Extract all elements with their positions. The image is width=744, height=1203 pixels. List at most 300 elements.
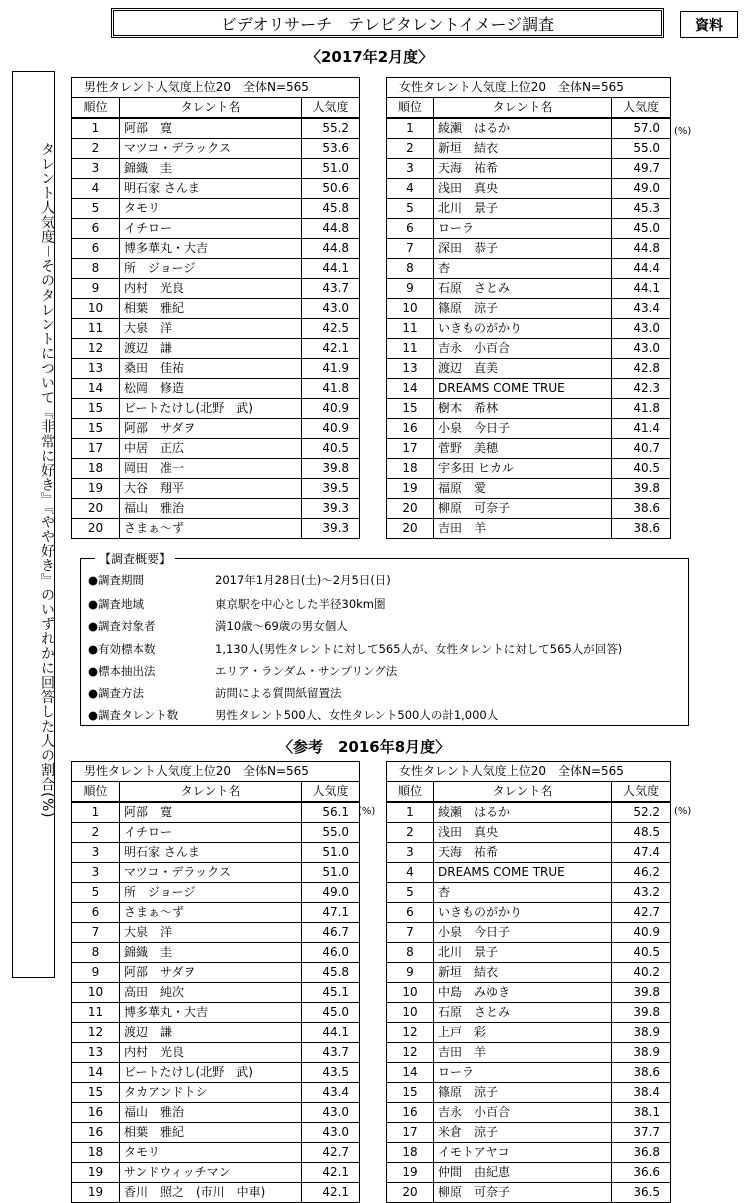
talent-name-cell: さまぁ～ず (120, 903, 302, 923)
table-row (387, 983, 671, 1003)
score-column-header: 人気度 (612, 98, 671, 119)
table-row (72, 499, 360, 519)
talent-name-cell: 石原 さとみ (434, 1003, 612, 1023)
table-row (72, 1003, 360, 1023)
talent-name-cell: 天海 祐希 (434, 159, 612, 179)
table-row (72, 179, 360, 199)
talent-name-cell: 中島 みゆき (434, 983, 612, 1003)
survey-item: ●有効標本数 1,130人(男性タレントに対して565人が、女性タレントに対して565人が回答) (88, 642, 623, 656)
table-caption: 女性タレント人気度上位20 全体N=565 (387, 762, 671, 782)
rank-column-header: 順位 (387, 782, 434, 803)
rank-cell: 10 (387, 299, 434, 319)
popularity-cell: 50.6 (302, 179, 360, 199)
popularity-cell: 41.8 (612, 399, 671, 419)
rank-column-header: 順位 (72, 98, 120, 119)
popularity-cell: 39.8 (612, 983, 671, 1003)
popularity-cell: 43.7 (302, 1043, 360, 1063)
popularity-cell: 39.8 (612, 1003, 671, 1023)
page-title-text: ビデオリサーチ テレビタレントイメージ調査 (220, 14, 555, 34)
table-row (72, 943, 360, 963)
rank-cell: 1 (72, 118, 120, 139)
table-row (72, 159, 360, 179)
popularity-cell: 45.8 (302, 963, 360, 983)
rank-cell: 7 (72, 923, 120, 943)
talent-name-cell: 浅田 真央 (434, 179, 612, 199)
popularity-cell: 42.3 (612, 379, 671, 399)
survey-heading: 【調査概要】 (95, 550, 175, 567)
talent-name-cell: 内村 光良 (120, 1043, 302, 1063)
talent-name-cell: 松岡 修造 (120, 379, 302, 399)
popularity-cell: 49.7 (612, 159, 671, 179)
table-row (387, 439, 671, 459)
side-note-text: タレント人気度－そのタレントについて『非常に好き』『やや好き』のいずれかに回答した人の割合(%) (39, 142, 55, 819)
rank-cell: 13 (387, 359, 434, 379)
rank-cell: 12 (72, 339, 120, 359)
rank-cell: 20 (387, 519, 434, 539)
rank-cell: 11 (72, 1003, 120, 1023)
table-row (72, 199, 360, 219)
rank-cell: 6 (387, 219, 434, 239)
table-row (387, 1103, 671, 1123)
talent-name-cell: 吉永 小百合 (434, 1103, 612, 1123)
rank-cell: 18 (72, 1143, 120, 1163)
rank-cell: 19 (72, 1183, 120, 1203)
rank-cell: 14 (72, 379, 120, 399)
talent-name-cell: 阿部 サダヲ (120, 963, 302, 983)
popularity-cell: 39.3 (302, 499, 360, 519)
popularity-cell: 42.1 (302, 1183, 360, 1203)
talent-name-cell: 杏 (434, 259, 612, 279)
table-row (387, 1123, 671, 1143)
table-row (387, 963, 671, 983)
popularity-cell: 40.9 (302, 419, 360, 439)
rank-cell: 9 (387, 279, 434, 299)
name-column-header: タレント名 (434, 98, 612, 119)
talent-name-cell: 阿部 サダヲ (120, 419, 302, 439)
talent-name-cell: さまぁ～ず (120, 519, 302, 539)
table-row (387, 199, 671, 219)
rank-cell: 3 (387, 843, 434, 863)
table-row (387, 339, 671, 359)
talent-name-cell: 香川 照之 (市川 中車) (120, 1183, 302, 1203)
document-badge-text: 資料 (695, 17, 723, 34)
rank-cell: 20 (387, 1183, 434, 1203)
rank-cell: 1 (72, 802, 120, 823)
table-row (72, 239, 360, 259)
rank-cell: 10 (72, 983, 120, 1003)
popularity-cell: 42.1 (302, 1163, 360, 1183)
popularity-cell: 52.2 (612, 802, 671, 823)
rank-cell: 14 (72, 1063, 120, 1083)
rank-cell: 8 (72, 943, 120, 963)
table-row (387, 118, 671, 139)
popularity-cell: 42.7 (612, 903, 671, 923)
talent-name-cell: 福山 雅治 (120, 499, 302, 519)
table-row (387, 379, 671, 399)
popularity-cell: 45.0 (302, 1003, 360, 1023)
table-row (72, 1023, 360, 1043)
popularity-cell: 46.2 (612, 863, 671, 883)
table-row (387, 1063, 671, 1083)
talent-name-cell: 浅田 真央 (434, 823, 612, 843)
popularity-cell: 43.2 (612, 883, 671, 903)
table-row (387, 259, 671, 279)
table-row (387, 883, 671, 903)
rank-cell: 18 (72, 459, 120, 479)
table-row (387, 1163, 671, 1183)
talent-name-cell: イチロー (120, 823, 302, 843)
rank-column-header: 順位 (387, 98, 434, 119)
popularity-cell: 36.5 (612, 1183, 671, 1203)
table-row (72, 279, 360, 299)
table-row (387, 139, 671, 159)
talent-name-cell: 所 ジョージ (120, 883, 302, 903)
table-row (387, 419, 671, 439)
talent-name-cell: 渡辺 謙 (120, 1023, 302, 1043)
talent-name-cell: 菅野 美穂 (434, 439, 612, 459)
popularity-cell: 40.7 (612, 439, 671, 459)
table-caption: 男性タレント人気度上位20 全体N=565 (72, 762, 360, 782)
survey-item: ●調査対象者 満10歳～69歳の男女個人 (88, 619, 348, 633)
rank-cell: 12 (387, 1043, 434, 1063)
rank-cell: 3 (72, 863, 120, 883)
talent-name-cell: 大泉 洋 (120, 923, 302, 943)
rank-cell: 16 (387, 419, 434, 439)
popularity-cell: 41.8 (302, 379, 360, 399)
table-row (387, 903, 671, 923)
rank-cell: 20 (72, 499, 120, 519)
popularity-cell: 38.4 (612, 1083, 671, 1103)
talent-name-cell: 天海 祐希 (434, 843, 612, 863)
rank-cell: 6 (72, 903, 120, 923)
rank-cell: 4 (387, 863, 434, 883)
talent-name-cell: 大泉 洋 (120, 319, 302, 339)
rank-cell: 9 (387, 963, 434, 983)
table-row (72, 983, 360, 1003)
rank-cell: 18 (387, 459, 434, 479)
table-row (387, 1143, 671, 1163)
rank-cell: 16 (387, 1103, 434, 1123)
talent-name-cell: マツコ・デラックス (120, 863, 302, 883)
talent-name-cell: 柳原 可奈子 (434, 1183, 612, 1203)
popularity-cell: 45.3 (612, 199, 671, 219)
talent-name-cell: 深田 恭子 (434, 239, 612, 259)
unit-label-2017: (%) (674, 126, 692, 137)
section-title-2017: 〈2017年2月度〉 (306, 48, 434, 66)
popularity-cell: 38.9 (612, 1023, 671, 1043)
survey-summary (80, 552, 689, 726)
rank-cell: 16 (72, 1123, 120, 1143)
talent-name-cell: ビートたけし(北野 武) (120, 399, 302, 419)
table-row (387, 519, 671, 539)
popularity-cell: 53.6 (302, 139, 360, 159)
document-badge (680, 11, 738, 38)
talent-name-cell: サンドウィッチマン (120, 1163, 302, 1183)
table-row (387, 1183, 671, 1203)
talent-name-cell: マツコ・デラックス (120, 139, 302, 159)
table-row (387, 359, 671, 379)
rank-cell: 19 (72, 1163, 120, 1183)
talent-name-cell: 石原 さとみ (434, 279, 612, 299)
table-row (387, 219, 671, 239)
table-row (387, 159, 671, 179)
popularity-cell: 37.7 (612, 1123, 671, 1143)
rank-cell: 10 (387, 983, 434, 1003)
survey-item: ●調査期間 2017年1月28日(土)～2月5日(日) (88, 573, 391, 587)
talent-name-cell: 樹木 希林 (434, 399, 612, 419)
popularity-cell: 36.6 (612, 1163, 671, 1183)
popularity-cell: 36.8 (612, 1143, 671, 1163)
survey-item: ●調査地域 東京駅を中心とした半径30km圏 (88, 597, 386, 611)
talent-name-cell: 吉田 羊 (434, 519, 612, 539)
table-row (387, 299, 671, 319)
popularity-cell: 46.0 (302, 943, 360, 963)
rank-cell: 8 (72, 259, 120, 279)
table-row (72, 963, 360, 983)
table-row (72, 1103, 360, 1123)
name-column-header: タレント名 (120, 782, 302, 803)
rank-cell: 13 (72, 1043, 120, 1063)
popularity-cell: 51.0 (302, 863, 360, 883)
table-row (72, 1083, 360, 1103)
survey-item: ●標本抽出法 エリア・ランダム・サンプリング法 (88, 664, 398, 678)
table-row (387, 802, 671, 823)
talent-name-cell: 岡田 准一 (120, 459, 302, 479)
rank-cell: 15 (387, 399, 434, 419)
popularity-cell: 45.0 (612, 219, 671, 239)
table-row (387, 1003, 671, 1023)
rank-cell: 9 (72, 279, 120, 299)
rank-cell: 9 (72, 963, 120, 983)
rank-cell: 20 (72, 519, 120, 539)
popularity-cell: 55.2 (302, 118, 360, 139)
popularity-cell: 55.0 (612, 139, 671, 159)
rank-cell: 19 (387, 1163, 434, 1183)
rank-cell: 8 (387, 943, 434, 963)
talent-name-cell: いきものがかり (434, 903, 612, 923)
rank-cell: 13 (72, 359, 120, 379)
rank-cell: 3 (72, 843, 120, 863)
rank-cell: 12 (72, 1023, 120, 1043)
talent-name-cell: 錦織 圭 (120, 159, 302, 179)
talent-name-cell: 綾瀬 はるか (434, 802, 612, 823)
talent-name-cell: いきものがかり (434, 319, 612, 339)
talent-name-cell: 福山 雅治 (120, 1103, 302, 1123)
rank-cell: 14 (387, 1063, 434, 1083)
table-row (387, 943, 671, 963)
rank-cell: 3 (387, 159, 434, 179)
talent-name-cell: ビートたけし(北野 武) (120, 1063, 302, 1083)
popularity-cell: 43.0 (302, 1123, 360, 1143)
table-row (72, 1063, 360, 1083)
rank-column-header: 順位 (72, 782, 120, 803)
talent-name-cell: 中居 正広 (120, 439, 302, 459)
popularity-cell: 41.9 (302, 359, 360, 379)
table-row (387, 499, 671, 519)
table-row (387, 459, 671, 479)
popularity-cell: 43.7 (302, 279, 360, 299)
rank-cell: 5 (72, 199, 120, 219)
talent-name-cell: 所 ジョージ (120, 259, 302, 279)
rank-cell: 8 (387, 259, 434, 279)
table-row (72, 459, 360, 479)
rank-cell: 15 (72, 1083, 120, 1103)
table-row (387, 923, 671, 943)
table-row (387, 179, 671, 199)
name-column-header: タレント名 (120, 98, 302, 119)
rank-cell: 2 (72, 139, 120, 159)
unit-label-2016-female: (%) (674, 806, 692, 817)
talent-name-cell: ローラ (434, 219, 612, 239)
talent-name-cell: 上戸 彩 (434, 1023, 612, 1043)
table-row (72, 118, 360, 139)
talent-name-cell: 小泉 今日子 (434, 923, 612, 943)
popularity-cell: 41.4 (612, 419, 671, 439)
talent-name-cell: 渡辺 謙 (120, 339, 302, 359)
table-row (387, 1023, 671, 1043)
rank-cell: 1 (387, 802, 434, 823)
talent-name-cell: 吉永 小百合 (434, 339, 612, 359)
popularity-cell: 40.9 (302, 399, 360, 419)
table-caption: 女性タレント人気度上位20 全体N=565 (387, 78, 671, 98)
popularity-cell: 57.0 (612, 118, 671, 139)
rank-cell: 17 (387, 439, 434, 459)
talent-name-cell: 北川 景子 (434, 199, 612, 219)
rank-cell: 16 (72, 1103, 120, 1123)
popularity-cell: 44.8 (302, 239, 360, 259)
rank-cell: 2 (72, 823, 120, 843)
rank-cell: 17 (72, 439, 120, 459)
table-row (72, 1143, 360, 1163)
rank-cell: 11 (387, 339, 434, 359)
rank-cell: 6 (387, 903, 434, 923)
talent-name-cell: 福原 愛 (434, 479, 612, 499)
talent-name-cell: 新垣 結衣 (434, 963, 612, 983)
popularity-cell: 47.1 (302, 903, 360, 923)
table-row (72, 419, 360, 439)
table-row (387, 843, 671, 863)
rank-cell: 11 (72, 319, 120, 339)
rank-cell: 3 (72, 159, 120, 179)
popularity-cell: 39.8 (302, 459, 360, 479)
table-row (72, 259, 360, 279)
table-row (72, 863, 360, 883)
table-row (72, 339, 360, 359)
talent-name-cell: 相葉 雅紀 (120, 299, 302, 319)
popularity-cell: 42.8 (612, 359, 671, 379)
popularity-cell: 45.1 (302, 983, 360, 1003)
table-row (72, 883, 360, 903)
page-title (111, 8, 664, 38)
popularity-cell: 44.8 (302, 219, 360, 239)
rank-cell: 10 (72, 299, 120, 319)
rank-cell: 2 (387, 823, 434, 843)
popularity-cell: 42.7 (302, 1143, 360, 1163)
talent-name-cell: タモリ (120, 1143, 302, 1163)
talent-name-cell: 篠原 涼子 (434, 1083, 612, 1103)
popularity-cell: 39.3 (302, 519, 360, 539)
talent-name-cell: 北川 景子 (434, 943, 612, 963)
table-row (72, 1043, 360, 1063)
talent-name-cell: 宇多田 ヒカル (434, 459, 612, 479)
table-row (387, 279, 671, 299)
score-column-header: 人気度 (302, 782, 360, 803)
table-row (72, 319, 360, 339)
popularity-cell: 44.1 (302, 1023, 360, 1043)
popularity-cell: 40.5 (612, 459, 671, 479)
female-ranking-table-2016 (386, 761, 671, 1203)
talent-name-cell: 渡辺 直美 (434, 359, 612, 379)
rank-cell: 6 (72, 219, 120, 239)
table-row (72, 802, 360, 823)
rank-cell: 4 (72, 179, 120, 199)
table-row (72, 359, 360, 379)
popularity-cell: 43.0 (302, 1103, 360, 1123)
popularity-cell: 38.1 (612, 1103, 671, 1123)
rank-cell: 5 (387, 199, 434, 219)
popularity-cell: 47.4 (612, 843, 671, 863)
unit-label-2016-male: (%) (358, 806, 376, 817)
rank-cell: 20 (387, 499, 434, 519)
rank-cell: 4 (387, 179, 434, 199)
table-caption: 男性タレント人気度上位20 全体N=565 (72, 78, 360, 98)
survey-item: ●調査タレント数 男性タレント500人、女性タレント500人の計1,000人 (88, 708, 499, 722)
talent-name-cell: 桑田 佳祐 (120, 359, 302, 379)
popularity-cell: 51.0 (302, 843, 360, 863)
rank-cell: 10 (387, 1003, 434, 1023)
score-column-header: 人気度 (612, 782, 671, 803)
talent-name-cell: ローラ (434, 1063, 612, 1083)
table-row (72, 399, 360, 419)
talent-name-cell: 米倉 涼子 (434, 1123, 612, 1143)
table-row (72, 843, 360, 863)
popularity-cell: 40.9 (612, 923, 671, 943)
popularity-cell: 45.8 (302, 199, 360, 219)
popularity-cell: 43.4 (612, 299, 671, 319)
rank-cell: 15 (72, 419, 120, 439)
talent-name-cell: 内村 光良 (120, 279, 302, 299)
rank-cell: 6 (72, 239, 120, 259)
rank-cell: 11 (387, 319, 434, 339)
talent-name-cell: タカアンドトシ (120, 1083, 302, 1103)
table-row (72, 219, 360, 239)
rank-cell: 15 (72, 399, 120, 419)
talent-name-cell: DREAMS COME TRUE (434, 863, 612, 883)
talent-name-cell: タモリ (120, 199, 302, 219)
talent-name-cell: 杏 (434, 883, 612, 903)
talent-name-cell: 博多華丸・大吉 (120, 239, 302, 259)
popularity-cell: 43.0 (612, 319, 671, 339)
popularity-cell: 40.2 (612, 963, 671, 983)
talent-name-cell: 高田 純次 (120, 983, 302, 1003)
table-row (387, 1083, 671, 1103)
popularity-cell: 38.6 (612, 1063, 671, 1083)
talent-name-cell: 小泉 今日子 (434, 419, 612, 439)
table-row (72, 479, 360, 499)
table-row (387, 239, 671, 259)
table-row (387, 479, 671, 499)
talent-name-cell: 柳原 可奈子 (434, 499, 612, 519)
talent-name-cell: 新垣 結衣 (434, 139, 612, 159)
table-row (387, 399, 671, 419)
table-row (72, 1163, 360, 1183)
male-ranking-table-2016 (71, 761, 360, 1203)
table-row (72, 923, 360, 943)
popularity-cell: 40.5 (612, 943, 671, 963)
talent-name-cell: 阿部 寛 (120, 118, 302, 139)
talent-name-cell: 篠原 涼子 (434, 299, 612, 319)
talent-name-cell: 仲間 由紀恵 (434, 1163, 612, 1183)
